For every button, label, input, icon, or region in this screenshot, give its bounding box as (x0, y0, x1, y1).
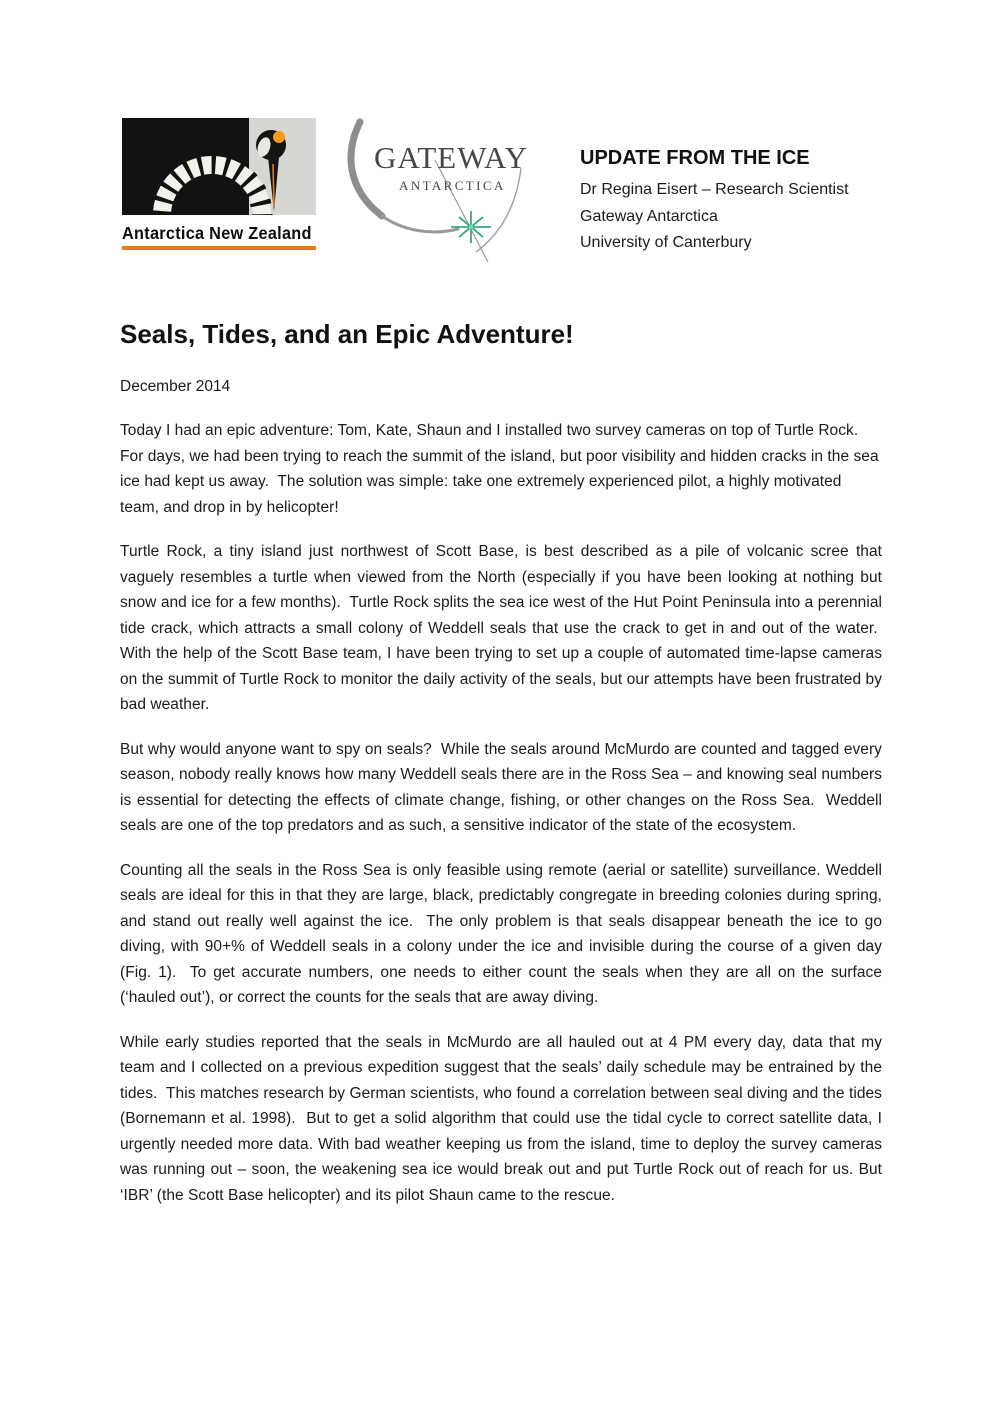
author-line: Dr Regina Eisert – Research Scientist (580, 181, 849, 198)
gateway-subtext: ANTARCTICA (399, 178, 506, 193)
antarctica-nz-logo (122, 118, 316, 250)
paragraph-3: But why would anyone want to spy on seals? While the seals around McMurdo are counted and tagged every season, nobody really knows how many Weddell seals there are in the Ross Sea – and knowing seal numbers is essential for detecting the effects of climate change, fishing, or other changes on the Ross Sea. Weddell seals are one of the top predators and as such, a sensitive indicator of the state of the ecosystem. (120, 740, 882, 834)
paragraph-5: While early studies reported that the seals in McMurdo are all hauled out at 4 PM every day, data that my team and I collected on a previous expedition suggest that the seals’ daily schedule may be entrained by the tides. This matches research by German scientists, who found a correlation between seal diving and the tides (Bornemann et al. 1998). But to get a solid algorithm that could use the tidal cycle to correct satellite data, I urgently needed more data. With bad weather keeping us from the island, time to deploy the survey cameras was running out – soon, the weakening sea ice would break out and put Turtle Rock out of reach for us. But ‘IBR’ (the Scott Base helicopter) and its pilot Shaun came to the rescue. (120, 1033, 882, 1204)
penguin-fern-icon (122, 118, 316, 215)
paragraph-4: Counting all the seals in the Ross Sea is only feasible using remote (aerial or satellite) surveillance. Weddell seals are ideal for this in that they are large, black, predictably congregate in breeding colonies during spring, and stand out really well against the ice. The only problem is that seals disappear beneath the ice to go diving, with 90+% of Weddell seals in a colony under the ice and invisible during the course of a given day (Fig. 1). To get accurate numbers, one needs to either count the seals when they are all on the surface (‘hauled out’), or correct the counts for the seals that are away diving. (120, 861, 882, 1006)
anz-logo-underline (122, 246, 316, 250)
gateway-swoosh-star-icon (338, 116, 534, 264)
article-date: December 2014 (120, 378, 231, 395)
paragraph-1: Today I had an epic adventure: Tom, Kate, Shaun and I installed two survey cameras on top of Turtle Rock. For days, we had been trying to reach the summit of the island, but poor visibility and hidden cracks in the sea ice had kept us away. The solution was simple: take one extremely experienced pilot, a highly motivated team, and drop in by helicopter! (120, 422, 879, 516)
update-header-title: UPDATE FROM THE ICE (580, 147, 810, 169)
anz-logo-label: Antarctica New Zealand (122, 223, 312, 243)
paragraph-2: Turtle Rock, a tiny island just northwest of Scott Base, is best described as a pile of volcanic scree that vaguely resembles a turtle when viewed from the North (especially if you have been looking at nothing but snow and ice for a few months). Turtle Rock splits the sea ice west of the Hut Point Peninsula into a perennial tide crack, which attracts a small colony of Weddell seals that use the crack to get in and out of the water. With the help of the Scott Base team, I have been trying to set up a couple of automated time-lapse cameras on the summit of Turtle Rock to monitor the daily activity of the seals, but our attempts have been frustrated by bad weather. (120, 543, 882, 713)
update-header-block (580, 146, 880, 257)
institute-line: Gateway Antarctica (580, 207, 718, 225)
gateway-wordmark: GATEWAY (374, 140, 528, 175)
article-title: Seals, Tides, and an Epic Adventure! (120, 319, 574, 349)
university-line: University of Canterbury (580, 234, 752, 251)
gateway-antarctica-logo (338, 116, 534, 264)
article-body (120, 318, 882, 1208)
